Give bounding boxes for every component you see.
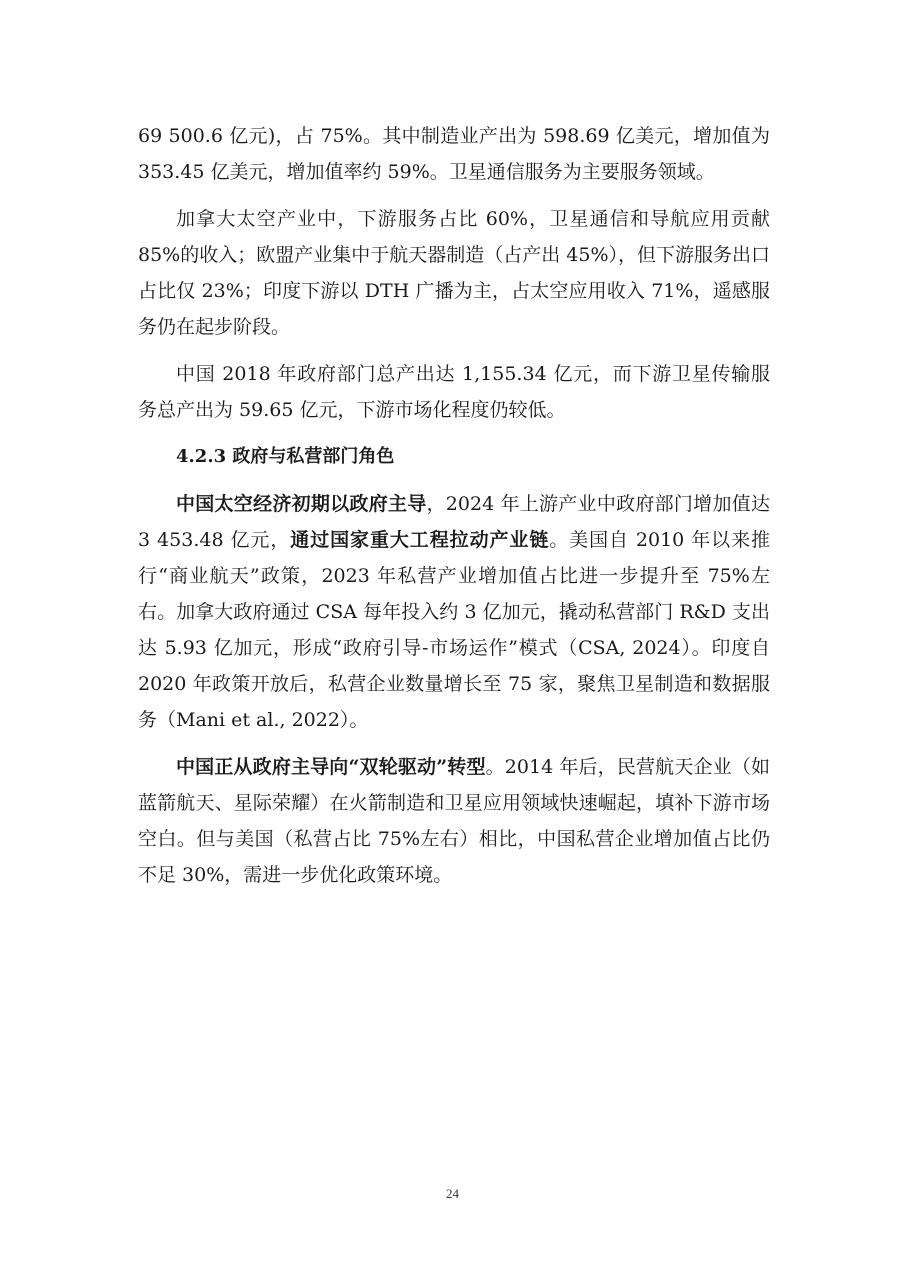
page-number: 24 xyxy=(446,1186,459,1201)
section-heading: 4.2.3 政府与私营部门角色 xyxy=(176,446,395,467)
paragraph-downstream-comparison: 加拿大太空产业中，下游服务占比 60%，卫星通信和导航应用贡献 85%的收入；欧盟产业集中于航天器制造（占产出 45%），但下游服务出口占比仅 23%；印度下游以 DTH 广播为主，占太空应用收入 71%，遥感服务仍在起步阶段。 xyxy=(138,208,771,338)
paragraph-text: ，2024 年上游产业中政府部门增加值达 3 453.48 亿元， xyxy=(138,493,770,551)
paragraph-text: 。2014 年后，民营航天企业（如蓝箭航天、星际荣耀）在火箭制造和卫星应用领域快速崛起，填补下游市场空白。但与美国（私营占比 75%左右）相比，中国私营企业增加值占比仍不足 30%，需进一步优化政策环境。 xyxy=(138,756,770,886)
paragraph-china-output: 中国 2018 年政府部门总产出达 1,155.34 亿元，而下游卫星传输服务总产出为 59.65 亿元，下游市场化程度仍较低。 xyxy=(138,363,770,421)
paragraph-continuation: 69 500.6 亿元)，占 75%。其中制造业产出为 598.69 亿美元，增加值为 353.45 亿美元，增加值率约 59%。卫星通信服务为主要服务领域。 xyxy=(138,125,770,183)
paragraph-transition xyxy=(138,749,770,893)
bold-phrase: 中国太空经济初期以政府主导 xyxy=(176,493,427,515)
body-text xyxy=(138,118,770,904)
bold-phrase: 通过国家重大工程拉动产业链 xyxy=(290,529,550,551)
paragraph-text: 。美国自 2010 年以来推行“商业航天”政策，2023 年私营产业增加值占比进一步提升至 75%左右。加拿大政府通过 CSA 每年投入约 3 亿加元，撬动私营部门 R&D 支出达 5.93 亿加元，形成“政府引导-市场运作”模式（CSA, 2024）。印度自 2020 年政策开放后，私营企业数量增长至 75 家，聚焦卫星制造和数据服务（Mani et al., 2022）。 xyxy=(138,529,770,731)
bold-phrase: 中国正从政府主导向“双轮驱动”转型 xyxy=(176,756,486,778)
paragraph-government-role xyxy=(138,486,770,738)
